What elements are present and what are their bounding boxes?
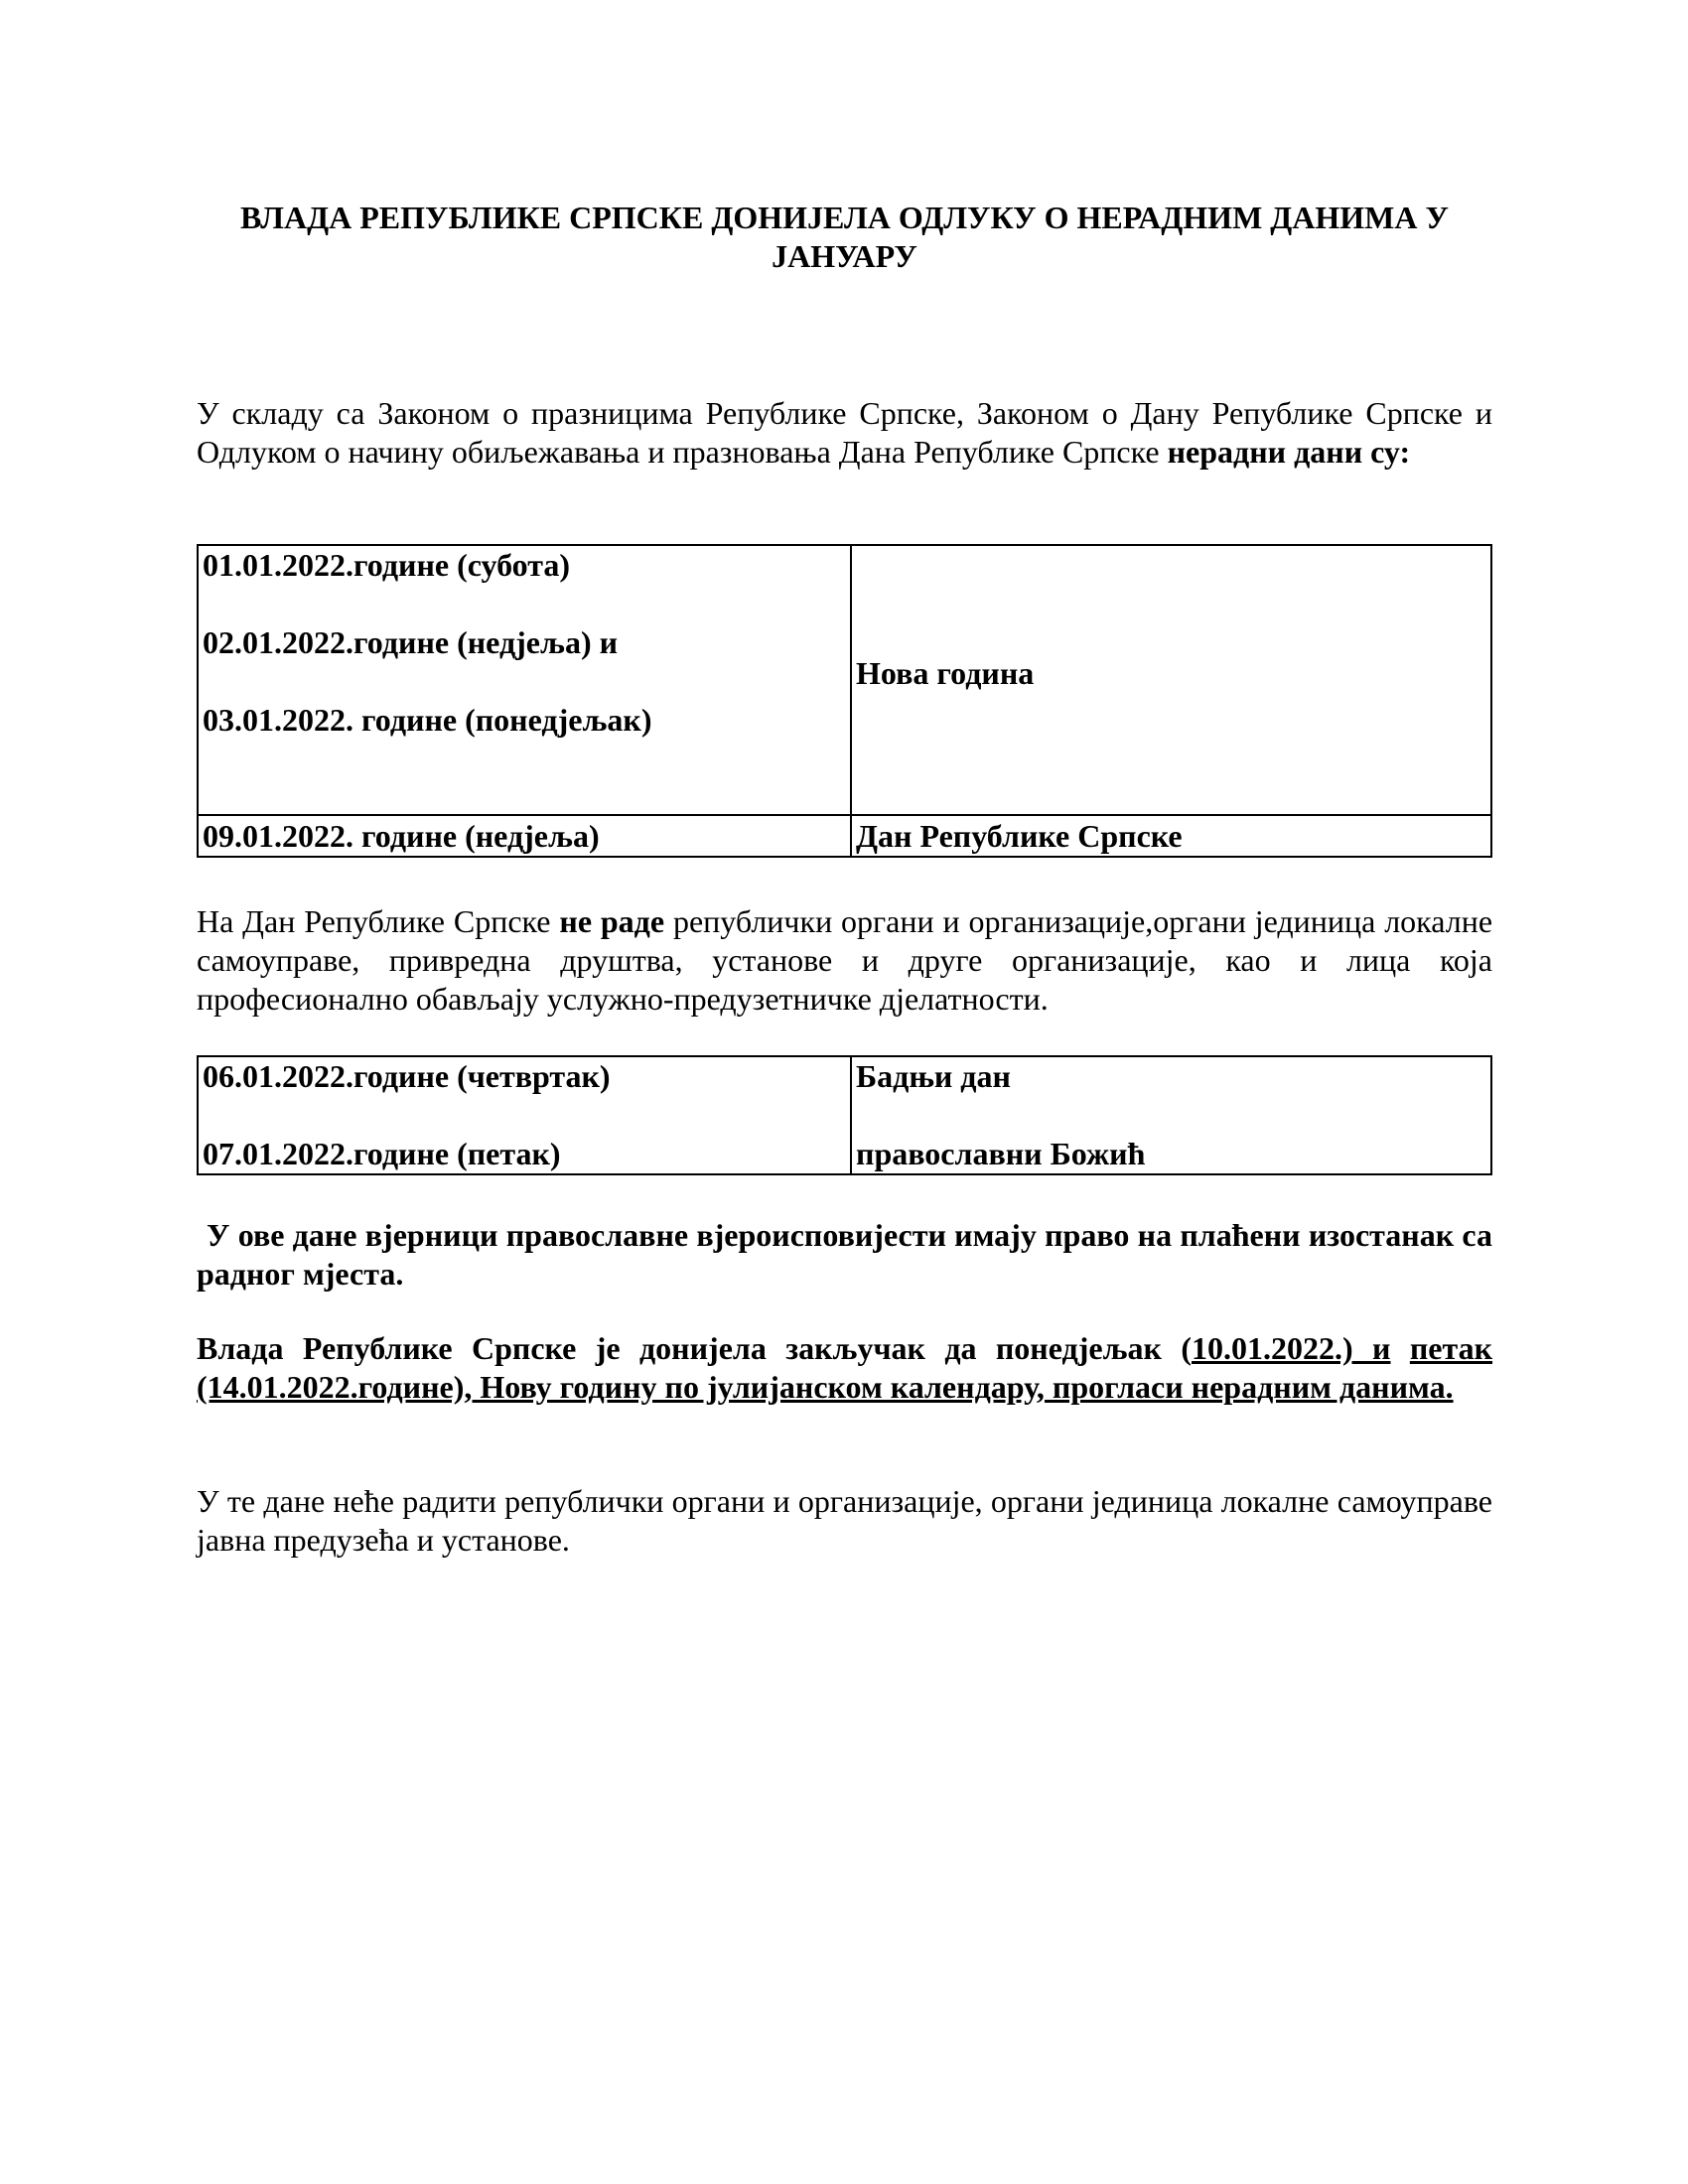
paragraph-text: републички органи и организације,органи јединица локалне самоуправе, привредна друштва, установе и друге организације, као и лица која професионално обављају услужно-предузетничке дјелатности.	[197, 903, 1493, 1017]
paragraph-believers: У ове дане вјерници православне вјероисповијести имају право на плаћени изостанак са радног мјеста.	[197, 1217, 1492, 1292]
paragraph-text: На Дан Републике Српске	[197, 903, 560, 939]
date-line: 06.01.2022.године (четвртак)	[203, 1058, 611, 1094]
table-cell-holiday	[851, 1056, 1491, 1174]
date-line: 07.01.2022.године (петак)	[203, 1136, 561, 1171]
document-title: ВЛАДА РЕПУБЛИКЕ СРПСКЕ ДОНИЈЕЛА ОДЛУКУ О НЕРАДНИМ ДАНИМА У ЈАНУАРУ	[240, 200, 1449, 274]
table-row	[198, 545, 1491, 815]
date-line: 01.01.2022.године (субота)	[203, 547, 571, 583]
paragraph-underlined: петак (14.01.2022.године), Нову годину по јулијанском календару, прогласи нерадним данима.	[197, 1330, 1493, 1405]
table-cell-dates	[198, 1056, 851, 1174]
table-cell-dates	[198, 815, 851, 857]
paragraph-republic-day	[197, 902, 1492, 1019]
intro-bold: нерадни дани су:	[1167, 434, 1411, 470]
paragraph-space	[1390, 1330, 1409, 1366]
holidays-table-2	[197, 1055, 1492, 1175]
table-row	[198, 815, 1491, 857]
table-cell-holiday	[851, 815, 1491, 857]
table-cell-holiday	[851, 545, 1491, 815]
paragraph-closed-institutions: У те дане неће радити републички органи и организације, органи јединица локалне самоуправе јавна предузећа и установе.	[197, 1483, 1492, 1558]
holidays-table-1	[197, 544, 1492, 858]
date-line: 09.01.2022. године (недјеља)	[203, 818, 600, 854]
paragraph-government-conclusion	[197, 1329, 1492, 1407]
holiday-name: Нова година	[856, 654, 1035, 691]
holiday-name: Дан Републике Српске	[856, 818, 1183, 854]
holiday-name: Бадњи дан	[856, 1058, 1011, 1094]
date-line: 02.01.2022.године (недјеља) и	[203, 624, 619, 660]
paragraph-text: Влада Републике Српске је донијела закључак да понедјељак (	[197, 1330, 1192, 1366]
paragraph-underlined: 10.01.2022.) и	[1192, 1330, 1391, 1366]
table-row	[198, 1056, 1491, 1174]
date-line: 03.01.2022. године (понедјељак)	[203, 702, 652, 738]
intro-text: У складу са Законом о празницима Републике Српске, Законом о Дану Републике Српске и Одлуком о начину обиљежавања и празновања Дана Републике Српске	[197, 395, 1492, 470]
holiday-name: православни Божић	[856, 1136, 1146, 1171]
intro-paragraph	[197, 394, 1492, 472]
paragraph-bold: не раде	[559, 903, 665, 939]
table-cell-dates	[198, 545, 851, 815]
